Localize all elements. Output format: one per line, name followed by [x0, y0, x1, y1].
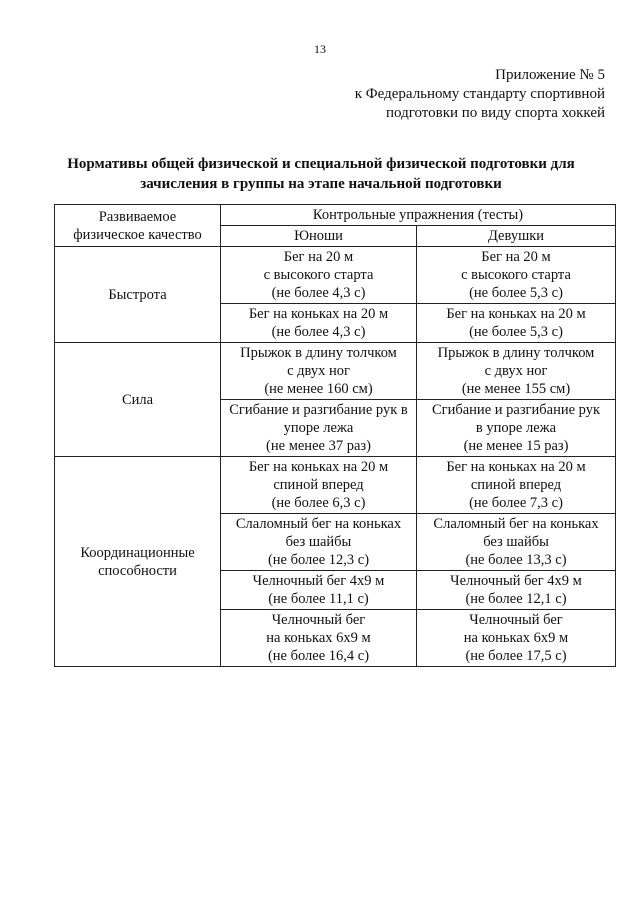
norms-table	[54, 204, 616, 667]
header-quality: Развиваемое физическое качество	[55, 205, 221, 247]
header-girls: Девушки	[417, 226, 616, 247]
appendix-line-1: Приложение № 5	[495, 67, 605, 83]
boys-cell: Сгибание и разгибание рук в упоре лежа (не менее 37 раз)	[221, 400, 417, 457]
appendix-line-2: к Федеральному стандарту спортивной	[354, 86, 605, 102]
appendix-block	[355, 66, 605, 123]
girls-cell: Сгибание и разгибание рук в упоре лежа (не менее 15 раз)	[417, 400, 616, 457]
table-row	[55, 343, 616, 400]
girls-cell: Бег на коньках на 20 м (не более 5,3 с)	[417, 304, 616, 343]
table-row	[55, 457, 616, 514]
boys-cell: Челночный бег на коньках 6х9 м (не более 16,4 с)	[221, 610, 417, 667]
boys-cell: Бег на 20 м с высокого старта (не более 4,3 с)	[221, 247, 417, 304]
girls-cell: Челночный бег на коньках 6х9 м (не более 17,5 с)	[417, 610, 616, 667]
quality-cell: Быстрота	[55, 247, 221, 343]
boys-cell: Челночный бег 4х9 м (не более 11,1 с)	[221, 571, 417, 610]
boys-cell: Бег на коньках на 20 м (не более 4,3 с)	[221, 304, 417, 343]
girls-cell: Прыжок в длину толчком с двух ног (не менее 155 см)	[417, 343, 616, 400]
appendix-line-3: подготовки по виду спорта хоккей	[385, 105, 605, 121]
table-header-row	[55, 205, 616, 226]
table-row	[55, 247, 616, 304]
header-boys: Юноши	[221, 226, 417, 247]
boys-cell: Слаломный бег на коньках без шайбы (не более 12,3 с)	[221, 514, 417, 571]
girls-cell: Бег на 20 м с высокого старта (не более 5,3 с)	[417, 247, 616, 304]
document-title	[40, 154, 602, 194]
header-tests: Контрольные упражнения (тесты)	[221, 205, 616, 226]
girls-cell: Бег на коньках на 20 м спиной вперед (не более 7,3 с)	[417, 457, 616, 514]
quality-cell: Координационные способности	[55, 457, 221, 667]
boys-cell: Бег на коньках на 20 м спиной вперед (не более 6,3 с)	[221, 457, 417, 514]
title-line-2: зачисления в группы на этапе начальной подготовки	[140, 176, 502, 192]
boys-cell: Прыжок в длину толчком с двух ног (не менее 160 см)	[221, 343, 417, 400]
title-line-1: Нормативы общей физической и специальной физической подготовки для	[67, 156, 575, 172]
page-number: 13	[314, 42, 326, 56]
girls-cell: Челночный бег 4х9 м (не более 12,1 с)	[417, 571, 616, 610]
girls-cell: Слаломный бег на коньках без шайбы (не более 13,3 с)	[417, 514, 616, 571]
quality-cell: Сила	[55, 343, 221, 457]
